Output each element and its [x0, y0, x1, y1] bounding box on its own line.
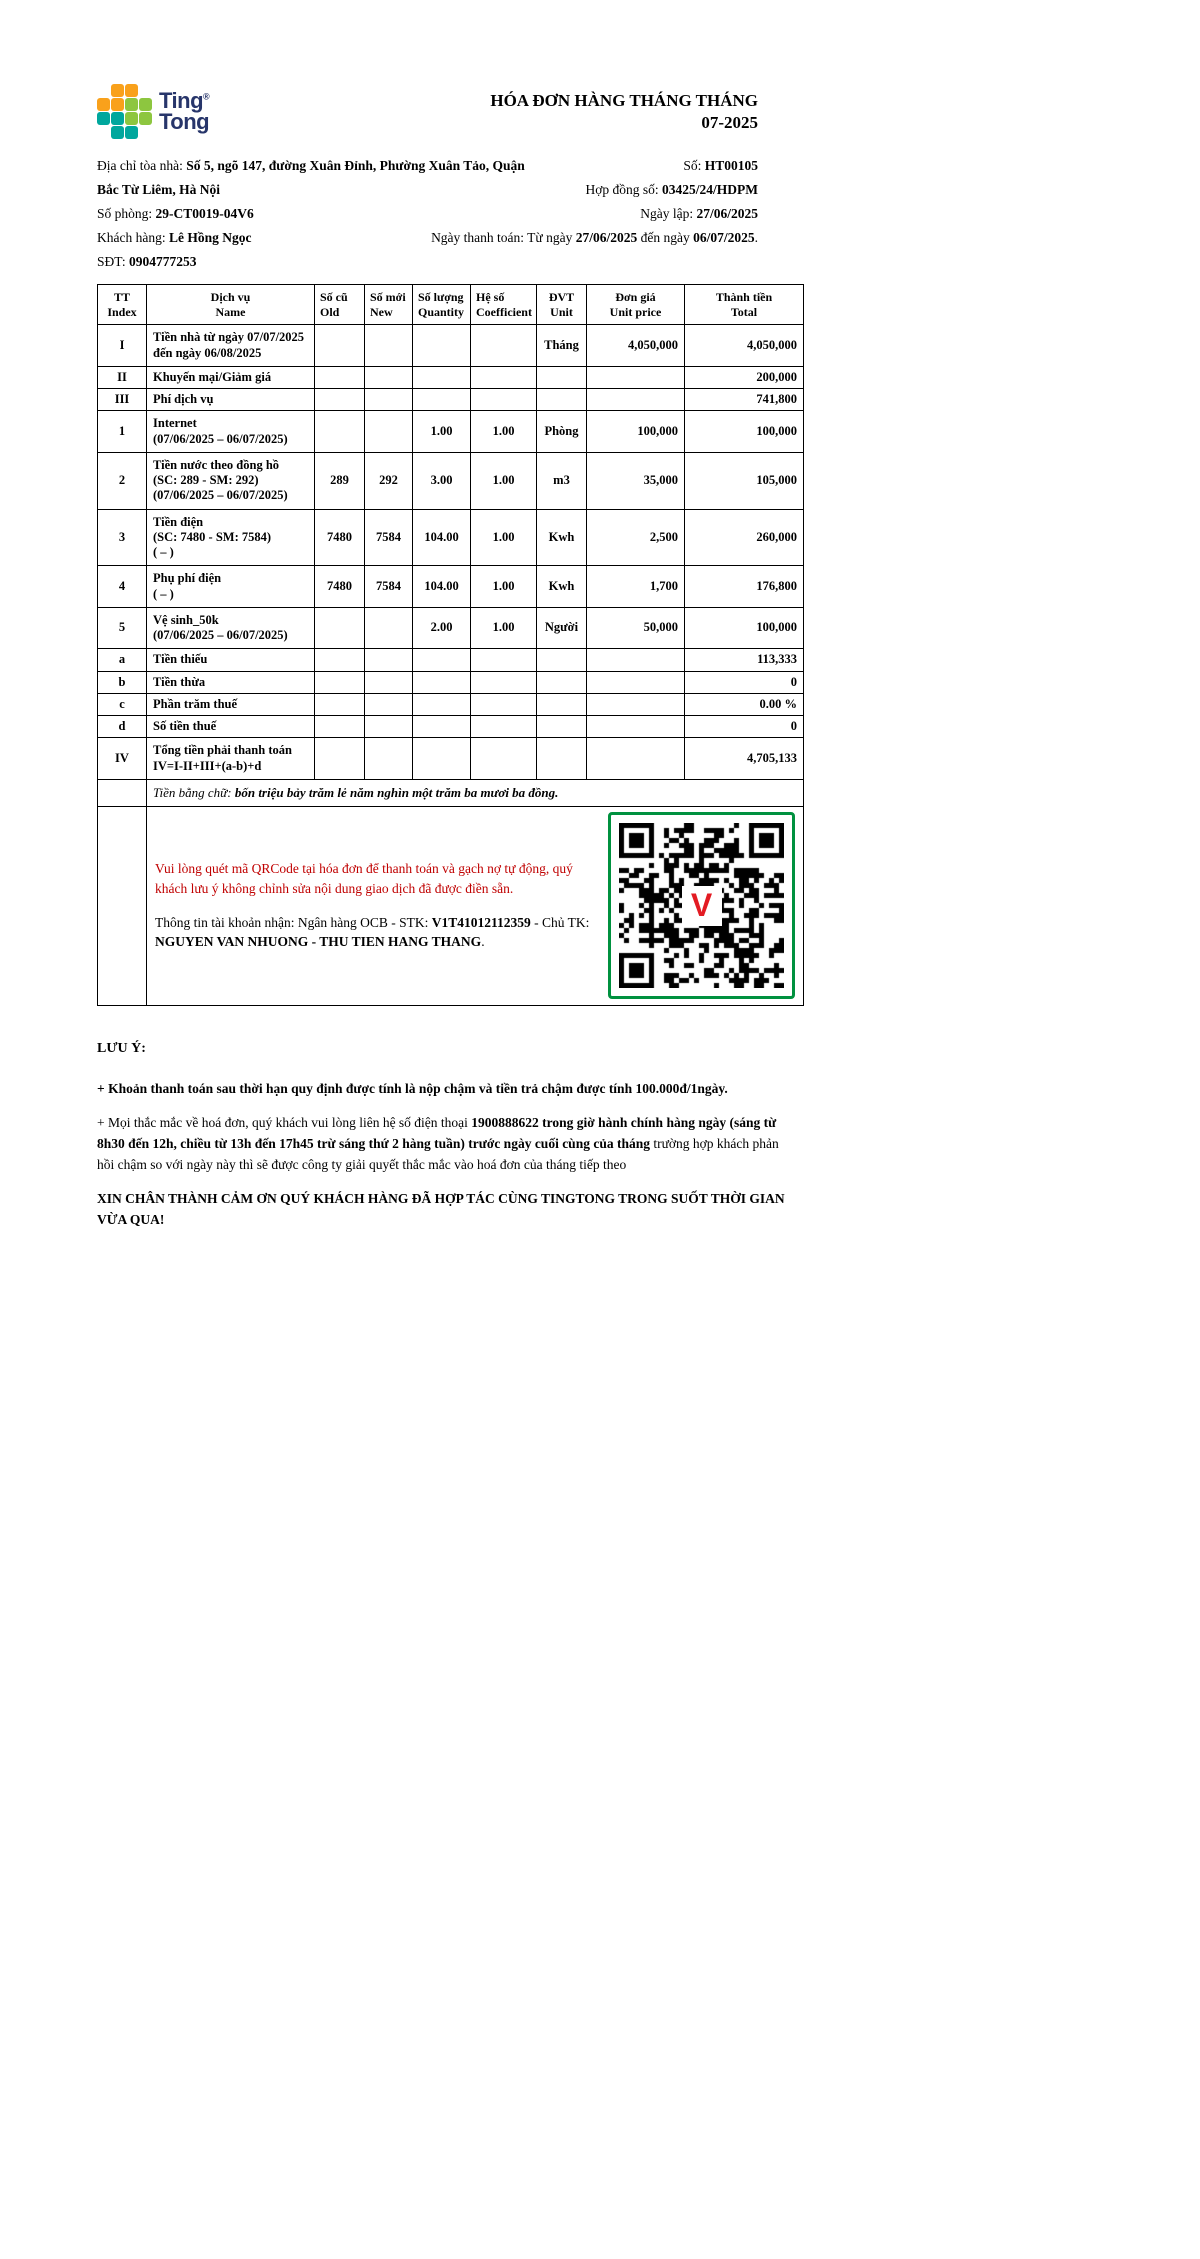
unit-price-cell: 50,000 [587, 607, 685, 649]
row-index-cell: II [98, 366, 147, 388]
row-index-cell: 4 [98, 566, 147, 608]
row-index-cell: d [98, 716, 147, 738]
coefficient-cell: 1.00 [471, 607, 537, 649]
old-reading-cell [315, 693, 365, 715]
payment-period: Ngày thanh toán: Từ ngày 27/06/2025 đến ngày 06/07/2025. [431, 230, 758, 245]
invoice-table-body [98, 325, 804, 780]
total-cell: 4,050,000 [685, 325, 804, 367]
logo-pixel [139, 112, 152, 125]
building-address: Địa chỉ tòa nhà: Số 5, ngõ 147, đường Xuân Đỉnh, Phường Xuân Tảo, Quận Bắc Từ Liêm, Hà Nội [97, 158, 525, 197]
document-header [97, 84, 803, 146]
unit-cell [537, 693, 587, 715]
logo-pixel [125, 84, 138, 97]
logo-pixel [125, 126, 138, 139]
coefficient-cell: 1.00 [471, 509, 537, 566]
old-reading-cell [315, 366, 365, 388]
service-name-cell: Phí dịch vụ [147, 389, 315, 411]
row-index-cell: c [98, 693, 147, 715]
service-name-cell: Vệ sinh_50k (07/06/2025 – 06/07/2025) [147, 607, 315, 649]
unit-cell [537, 671, 587, 693]
quantity-cell [413, 366, 471, 388]
service-name-cell: Tiền điện (SC: 7480 - SM: 7584) ( – ) [147, 509, 315, 566]
logo-pixel [111, 126, 124, 139]
table-row [98, 389, 804, 411]
coefficient-cell: 1.00 [471, 566, 537, 608]
total-cell: 0 [685, 671, 804, 693]
old-reading-cell [315, 716, 365, 738]
invoice-content [97, 84, 803, 1244]
logo-word-tong: Tong [159, 108, 210, 134]
unit-price-cell: 35,000 [587, 452, 685, 509]
unit-price-cell [587, 671, 685, 693]
unit-cell: Phòng [537, 411, 587, 453]
logo-pixel [97, 112, 110, 125]
qr-center-logo-icon: V [682, 886, 722, 926]
service-name-cell: Số tiền thuế [147, 716, 315, 738]
contact-note: + Mọi thắc mắc về hoá đơn, quý khách vui lòng liên hệ số điện thoại 1900888622 trong giờ hành chính hàng ngày (sáng từ 8h30 đến 12h, chiều từ 13h đến 17h45 trừ sáng thứ 2 hàng tuần) trước ngày cuối cùng của tháng trường hợp khách phản hồi chậm so với ngày này thì sẽ được công ty giải quyết thắc mắc vào hoá đơn của tháng tiếp theo [97, 1115, 779, 1173]
unit-price-cell [587, 366, 685, 388]
new-reading-cell [365, 366, 413, 388]
table-row [98, 738, 804, 780]
column-header-unit: ĐVT Unit [537, 285, 587, 325]
coefficient-cell [471, 738, 537, 780]
new-reading-cell: 7584 [365, 509, 413, 566]
row-index-cell: III [98, 389, 147, 411]
unit-price-cell [587, 716, 685, 738]
column-header-name: Dịch vụ Name [147, 285, 315, 325]
logo-pixel [125, 112, 138, 125]
row-index-cell: 3 [98, 509, 147, 566]
old-reading-cell: 7480 [315, 509, 365, 566]
quantity-cell [413, 671, 471, 693]
coefficient-cell [471, 389, 537, 411]
unit-cell: Tháng [537, 325, 587, 367]
unit-cell: m3 [537, 452, 587, 509]
quantity-cell [413, 389, 471, 411]
total-cell: 200,000 [685, 366, 804, 388]
column-header-coefficient: Hệ số Coefficient [471, 285, 537, 325]
tingtong-logo [97, 84, 209, 139]
unit-cell: Người [537, 607, 587, 649]
new-reading-cell: 7584 [365, 566, 413, 608]
invoice-footer [97, 1038, 797, 1231]
unit-price-cell [587, 693, 685, 715]
qr-row [98, 806, 804, 1005]
old-reading-cell: 289 [315, 452, 365, 509]
new-reading-cell: 292 [365, 452, 413, 509]
row-index-cell: 2 [98, 452, 147, 509]
unit-price-cell: 2,500 [587, 509, 685, 566]
new-reading-cell [365, 738, 413, 780]
new-reading-cell [365, 607, 413, 649]
service-name-cell: Khuyến mại/Giảm giá [147, 366, 315, 388]
unit-cell [537, 716, 587, 738]
quantity-cell [413, 325, 471, 367]
logo-pixel [111, 84, 124, 97]
logo-pixel [111, 98, 124, 111]
coefficient-cell [471, 366, 537, 388]
logo-pixel [139, 84, 152, 97]
total-cell: 0.00 % [685, 693, 804, 715]
quantity-cell: 104.00 [413, 566, 471, 608]
empty-index-cell [98, 806, 147, 1005]
logo-pixel [111, 112, 124, 125]
customer-name: Khách hàng: Lê Hồng Ngọc [97, 230, 252, 245]
unit-price-cell: 100,000 [587, 411, 685, 453]
quantity-cell: 104.00 [413, 509, 471, 566]
logo-pixel [139, 98, 152, 111]
logo-word-ting: Ting [159, 87, 204, 113]
qr-code [608, 812, 795, 999]
coefficient-cell [471, 325, 537, 367]
unit-price-cell [587, 389, 685, 411]
table-row [98, 509, 804, 566]
service-name-cell: Tiền nước theo đồng hồ (SC: 289 - SM: 292) (07/06/2025 – 06/07/2025) [147, 452, 315, 509]
new-reading-cell [365, 693, 413, 715]
unit-cell [537, 366, 587, 388]
logo-pixel [97, 126, 110, 139]
logo-pixel [97, 84, 110, 97]
issue-date: Ngày lập: 27/06/2025 [640, 206, 758, 221]
new-reading-cell [365, 671, 413, 693]
service-name-cell: Tiền nhà từ ngày 07/07/2025 đến ngày 06/08/2025 [147, 325, 315, 367]
total-cell: 741,800 [685, 389, 804, 411]
empty-index-cell [98, 779, 147, 806]
logo-pixel [139, 126, 152, 139]
tingtong-logo-text [159, 87, 210, 134]
table-row [98, 411, 804, 453]
invoice-info [97, 154, 803, 276]
total-cell: 100,000 [685, 411, 804, 453]
table-row [98, 366, 804, 388]
quantity-cell: 1.00 [413, 411, 471, 453]
old-reading-cell [315, 325, 365, 367]
notes-heading: LƯU Ý: [97, 1040, 146, 1056]
contract-number: Hợp đồng số: 03425/24/HDPM [585, 182, 758, 197]
service-name-cell: Phần trăm thuế [147, 693, 315, 715]
row-index-cell: b [98, 671, 147, 693]
document-title: HÓA ĐƠN HÀNG THÁNG THÁNG 07-2025 [490, 91, 758, 133]
column-header-total: Thành tiền Total [685, 285, 804, 325]
service-name-cell: Tổng tiền phải thanh toán IV=I-II+III+(a-b)+d [147, 738, 315, 780]
invoice-table-head-row [98, 285, 804, 325]
total-cell: 105,000 [685, 452, 804, 509]
column-header-unit_price: Đơn giá Unit price [587, 285, 685, 325]
unit-cell [537, 649, 587, 671]
service-name-cell: Tiền thừa [147, 671, 315, 693]
phone-number: SĐT: 0904777253 [97, 254, 197, 269]
table-row [98, 671, 804, 693]
invoice-meta [383, 154, 803, 250]
table-row [98, 566, 804, 608]
row-index-cell: IV [98, 738, 147, 780]
old-reading-cell [315, 411, 365, 453]
total-cell: 0 [685, 716, 804, 738]
invoice-number: Số: HT00105 [683, 158, 758, 173]
service-name-cell: Phụ phí điện ( – ) [147, 566, 315, 608]
new-reading-cell [365, 325, 413, 367]
table-row [98, 693, 804, 715]
coefficient-cell: 1.00 [471, 452, 537, 509]
total-cell: 100,000 [685, 607, 804, 649]
qr-section [153, 812, 797, 1000]
qr-notes [153, 859, 598, 951]
qr-cell [147, 806, 804, 1005]
row-index-cell: 5 [98, 607, 147, 649]
old-reading-cell [315, 649, 365, 671]
column-header-new: Số mới New [365, 285, 413, 325]
quantity-cell: 2.00 [413, 607, 471, 649]
unit-cell [537, 738, 587, 780]
total-cell: 4,705,133 [685, 738, 804, 780]
tingtong-logo-icon [97, 84, 152, 139]
coefficient-cell: 1.00 [471, 411, 537, 453]
logo-pixel [125, 98, 138, 111]
unit-cell [537, 389, 587, 411]
quantity-cell [413, 649, 471, 671]
row-index-cell: a [98, 649, 147, 671]
table-row [98, 452, 804, 509]
service-name-cell: Tiền thiếu [147, 649, 315, 671]
new-reading-cell [365, 716, 413, 738]
new-reading-cell [365, 411, 413, 453]
thank-you-note: XIN CHÂN THÀNH CẢM ƠN QUÝ KHÁCH HÀNG ĐÃ HỢP TÁC CÙNG TINGTONG TRONG SUỐT THỜI GIAN VỪA QUA! [97, 1190, 785, 1227]
column-header-index: TT Index [98, 285, 147, 325]
invoice-table [97, 284, 804, 1006]
new-reading-cell [365, 389, 413, 411]
room-number: Số phòng: 29-CT0019-04V6 [97, 206, 254, 221]
bank-account-info: Thông tin tài khoản nhận: Ngân hàng OCB - STK: V1T41012112359 - Chủ TK: NGUYEN VAN NHUONG - THU TIEN HANG THANG. [155, 914, 590, 950]
quantity-cell [413, 693, 471, 715]
coefficient-cell [471, 693, 537, 715]
unit-price-cell: 4,050,000 [587, 325, 685, 367]
logo-pixel [97, 98, 110, 111]
table-row [98, 649, 804, 671]
qr-instruction: Vui lòng quét mã QRCode tại hóa đơn để thanh toán và gạch nợ tự động, quý khách lưu ý không chỉnh sửa nội dung giao dịch đã được điền sẵn. [155, 861, 573, 897]
late-payment-note: + Khoản thanh toán sau thời hạn quy định được tính là nộp chậm và tiền trả chậm được tính 100.000đ/1ngày. [97, 1081, 728, 1097]
total-cell: 176,800 [685, 566, 804, 608]
quantity-cell [413, 716, 471, 738]
column-header-quantity: Số lượng Quantity [413, 285, 471, 325]
unit-price-cell [587, 738, 685, 780]
coefficient-cell [471, 716, 537, 738]
unit-price-cell [587, 649, 685, 671]
coefficient-cell [471, 649, 537, 671]
column-header-old: Số cũ Old [315, 285, 365, 325]
old-reading-cell [315, 738, 365, 780]
unit-price-cell: 1,700 [587, 566, 685, 608]
new-reading-cell [365, 649, 413, 671]
table-row [98, 716, 804, 738]
unit-cell: Kwh [537, 566, 587, 608]
unit-cell: Kwh [537, 509, 587, 566]
amount-in-words-row [98, 779, 804, 806]
total-cell: 260,000 [685, 509, 804, 566]
old-reading-cell: 7480 [315, 566, 365, 608]
quantity-cell [413, 738, 471, 780]
old-reading-cell [315, 671, 365, 693]
table-row [98, 607, 804, 649]
row-index-cell: I [98, 325, 147, 367]
old-reading-cell [315, 607, 365, 649]
row-index-cell: 1 [98, 411, 147, 453]
coefficient-cell [471, 671, 537, 693]
table-row [98, 325, 804, 367]
amount-in-words: Tiền bằng chữ: bốn triệu bảy trăm lẻ năm nghìn một trăm ba mươi ba đồng. [147, 779, 804, 806]
old-reading-cell [315, 389, 365, 411]
service-name-cell: Internet (07/06/2025 – 06/07/2025) [147, 411, 315, 453]
quantity-cell: 3.00 [413, 452, 471, 509]
registered-mark: ® [203, 91, 210, 102]
total-cell: 113,333 [685, 649, 804, 671]
